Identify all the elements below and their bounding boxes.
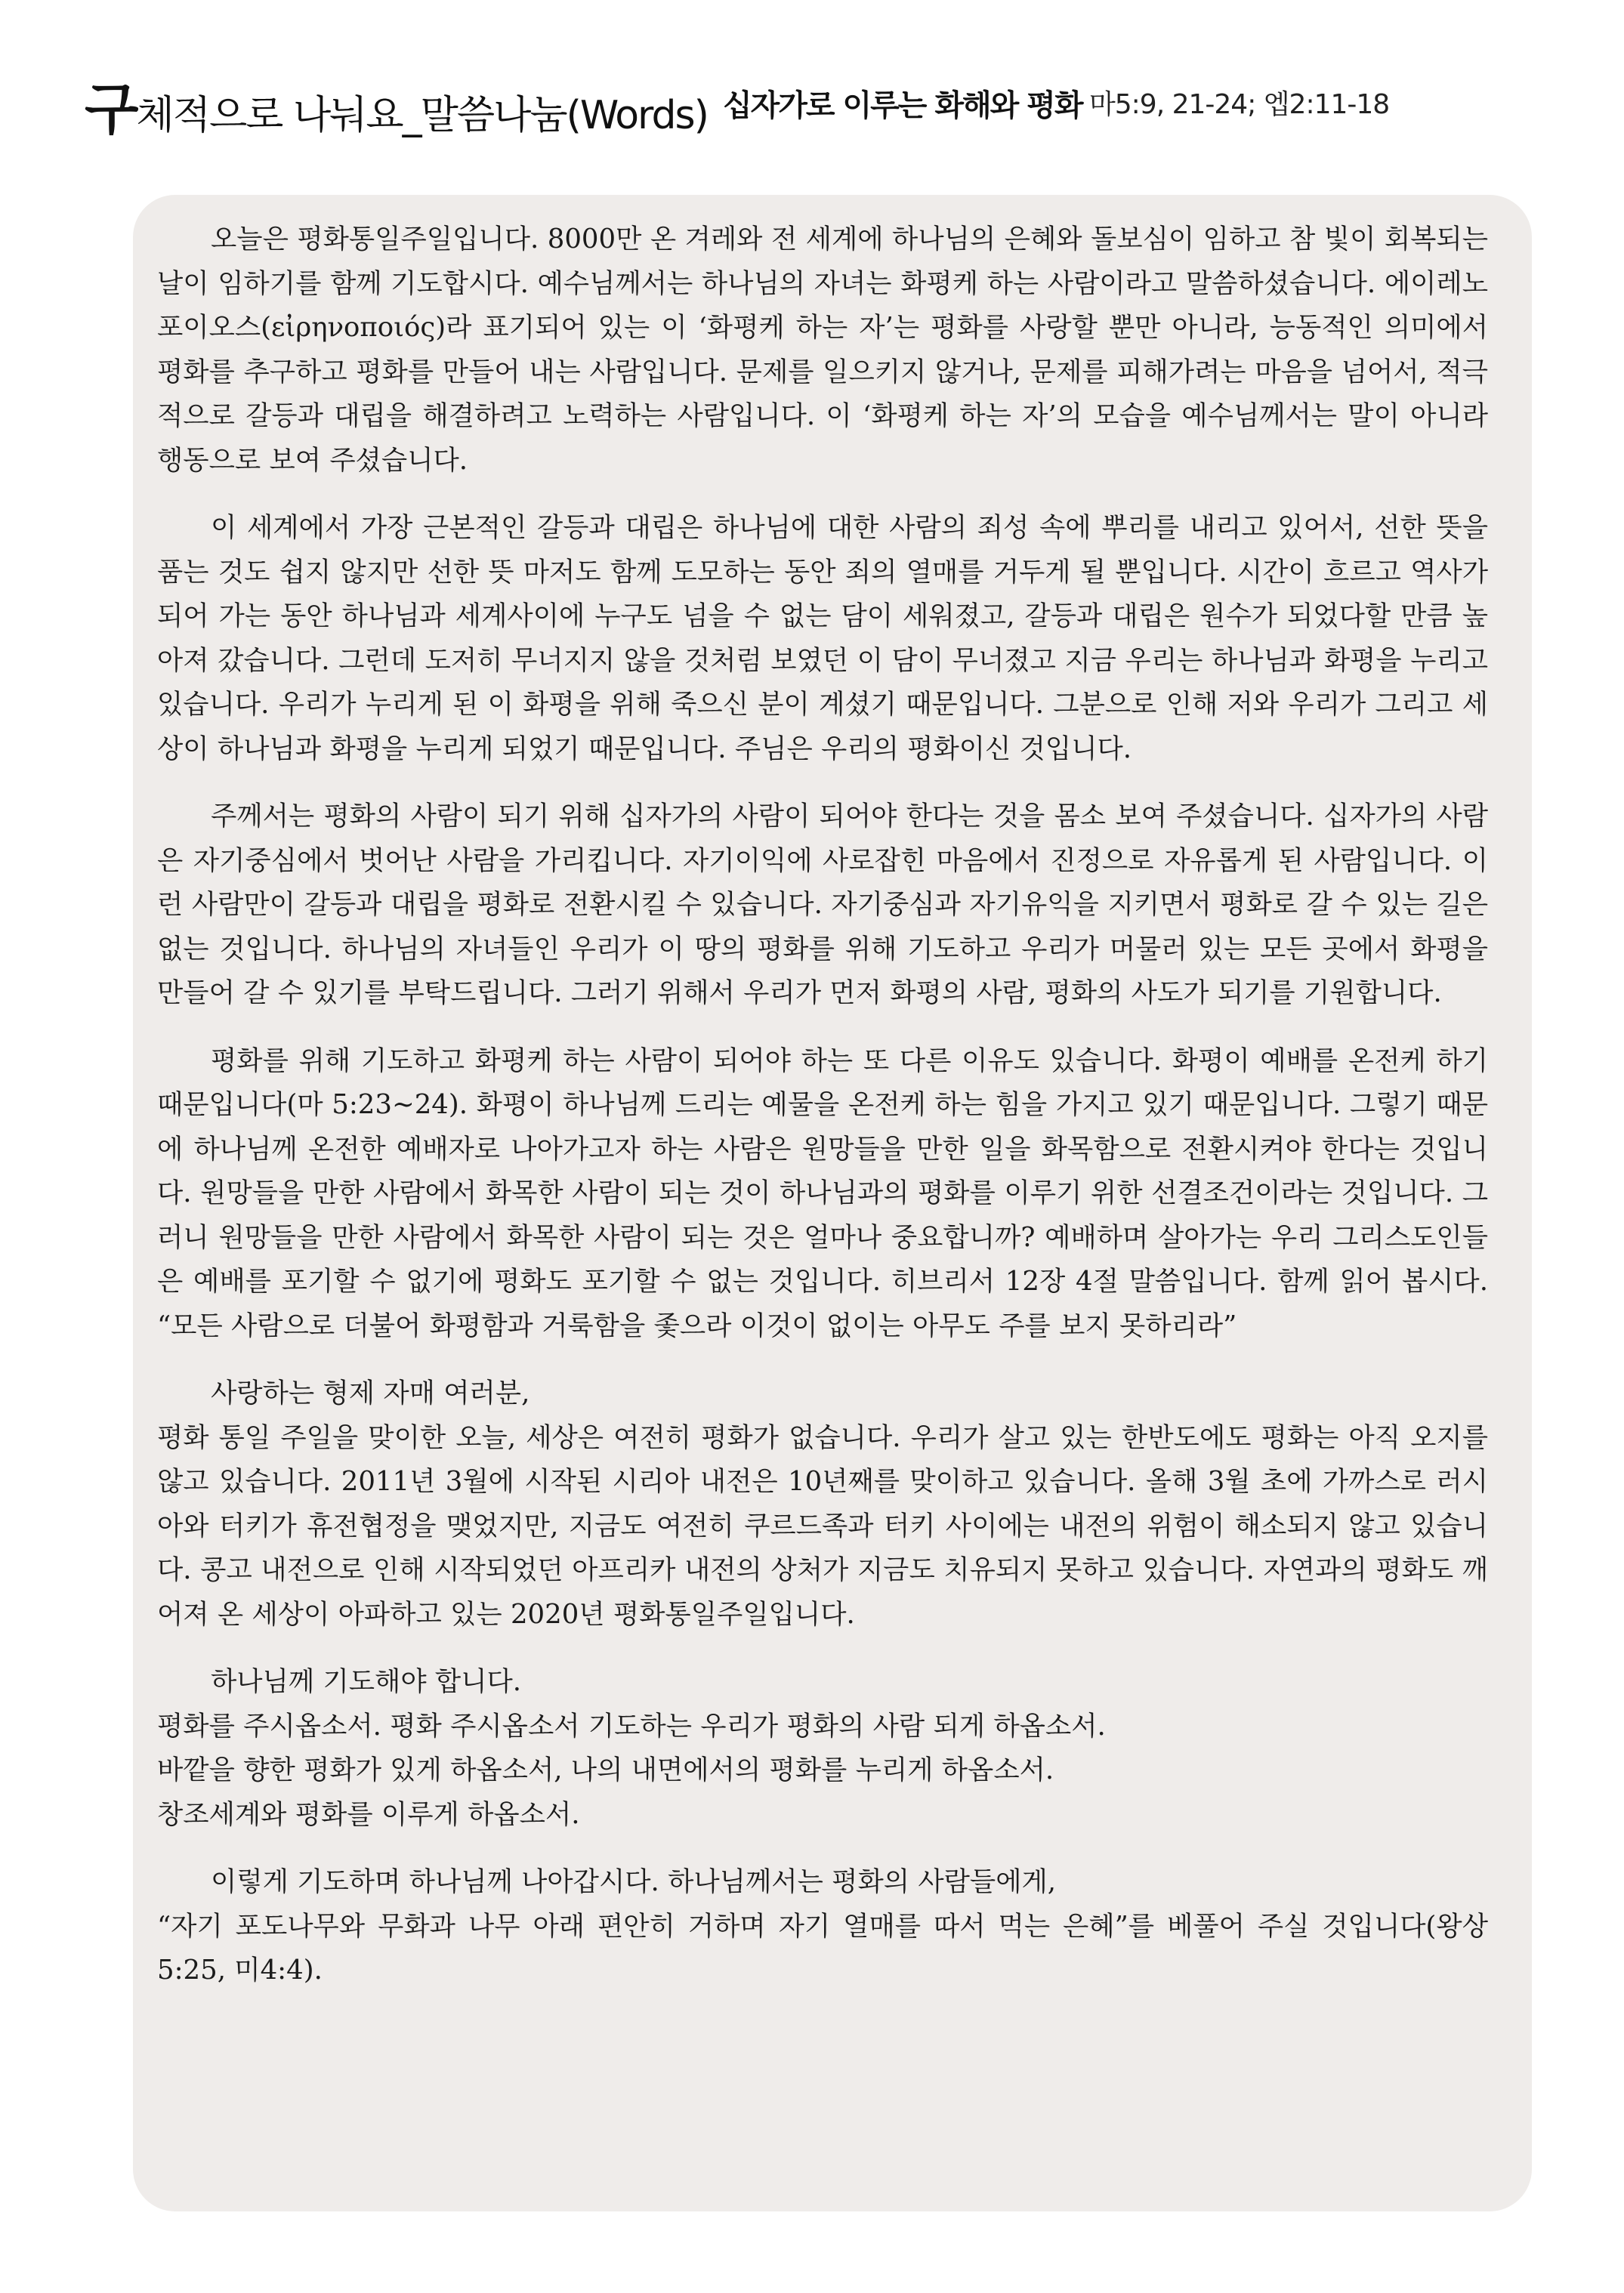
- paragraph: [157, 1860, 1488, 1993]
- paragraph-line: 평화를 주시옵소서. 평화 주시옵소서 기도하는 우리가 평화의 사람 되게 하옵소서.: [157, 1710, 1106, 1742]
- sermon-title: 십자가로 이루는 화해와 평화: [723, 88, 1082, 123]
- page-title: [85, 65, 708, 145]
- paragraph: [157, 1039, 1488, 1349]
- paragraph-line: 바깥을 향한 평화가 있게 하옵소서, 나의 내면에서의 평화를 누리게 하옵소서.: [157, 1754, 1054, 1785]
- page-header: [85, 54, 1520, 142]
- paragraph: [157, 1372, 1488, 1637]
- page-title-text: 체적으로 나눠요_말씀나눔(Words): [136, 93, 708, 138]
- paragraph-line: 평화를 위해 기도하고 화평케 하는 사람이 되어야 하는 또 다른 이유도 있습니다. 화평이 예배를 온전케 하기 때문입니다(마 5:23~24). 화평이 하나님께 드리는 예물을 온전케 하는 힘을 가지고 있기 때문입니다. 그렇기 때문에 하나님께 온전한 예배자로 나아가고자 하는 사람은 원망들을 만한 일을 화목함으로 전환시켜야 한다는 것입니다. 원망들을 만한 사람에서 화목한 사람이 되는 것이 하나님과의 평화를 이루기 위한 선결조건이라는 것입니다. 그러니 원망들을 만한 사람에서 화목한 사람이 되는 것은 얼마나 중요합니까? 예배하며 살아가는 우리 그리스도인들은 예배를 포기할 수 없기에 평화도 포기할 수 없는 것입니다. 히브리서 12장 4절 말씀입니다. 함께 읽어 봅시다. “모든 사람으로 더불어 화평함과 거룩함을 좇으라 이것이 없이는 아무도 주를 보지 못하리라”: [157, 1045, 1488, 1341]
- paragraph-line: 하나님께 기도해야 합니다.: [211, 1666, 522, 1697]
- paragraph-line: 사랑하는 형제 자매 여러분,: [211, 1378, 530, 1409]
- paragraph: [157, 1660, 1488, 1837]
- paragraph-line: 주께서는 평화의 사람이 되기 위해 십자가의 사람이 되어야 한다는 것을 몸소 보여 주셨습니다. 십자가의 사람은 자기중심에서 벗어난 사람을 가리킵니다. 자기이익에 사로잡힌 마음에서 진정으로 자유롭게 된 사람입니다. 이런 사람만이 갈등과 대립을 평화로 전환시킬 수 있습니다. 자기중심과 자기유익을 지키면서 평화로 갈 수 있는 길은 없는 것입니다. 하나님의 자녀들인 우리가 이 땅의 평화를 위해 기도하고 우리가 머물러 있는 모든 곳에서 화평을 만들어 갈 수 있기를 부탁드립니다. 그러기 위해서 우리가 먼저 화평의 사람, 평화의 사도가 되기를 기원합니다.: [157, 801, 1488, 1008]
- paragraph-line: 창조세계와 평화를 이루게 하옵소서.: [157, 1798, 580, 1830]
- sermon-body: [133, 195, 1532, 2211]
- paragraph-line: 이렇게 기도하며 하나님께 나아갑시다. 하나님께서는 평화의 사람들에게,: [211, 1866, 1057, 1897]
- paragraph-line: 오늘은 평화통일주일입니다. 8000만 온 겨레와 전 세계에 하나님의 은혜와 돌보심이 임하고 참 빛이 회복되는 날이 임하기를 함께 기도합시다. 예수님께서는 하나님의 자녀는 화평케 하는 사람이라고 말씀하셨습니다. 에이레노포이오스(εἰρηνοποιός)라 표기되어 있는 이 ‘화평케 하는 자’는 평화를 사랑할 뿐만 아니라, 능동적인 의미에서 평화를 추구하고 평화를 만들어 내는 사람입니다. 문제를 일으키지 않거나, 문제를 피해가려는 마음을 넘어서, 적극적으로 갈등과 대립을 해결하려고 노력하는 사람입니다. 이 ‘화평케 하는 자’의 모습을 예수님께서는 말이 아니라 행동으로 보여 주셨습니다.: [157, 224, 1488, 476]
- paragraph: [157, 795, 1488, 1016]
- paragraph: [157, 506, 1488, 771]
- paragraph-line: “자기 포도나무와 무화과 나무 아래 편안히 거하며 자기 열매를 따서 먹는 은혜”를 베풀어 주실 것입니다(왕상5:25, 미4:4).: [157, 1910, 1488, 1986]
- paragraph-line: 이 세계에서 가장 근본적인 갈등과 대립은 하나님에 대한 사람의 죄성 속에 뿌리를 내리고 있어서, 선한 뜻을 품는 것도 쉽지 않지만 선한 뜻 마저도 함께 도모하는 동안 죄의 열매를 거두게 될 뿐입니다. 시간이 흐르고 역사가 되어 가는 동안 하나님과 세계사이에 누구도 넘을 수 없는 담이 세워졌고, 갈등과 대립은 원수가 되었다할 만큼 높아져 갔습니다. 그런데 도저히 무너지지 않을 것처럼 보였던 이 담이 무너졌고 지금 우리는 하나님과 화평을 누리고 있습니다. 우리가 누리게 된 이 화평을 위해 죽으신 분이 계셨기 때문입니다. 그분으로 인해 저와 우리가 그리고 세상이 하나님과 화평을 누리게 되었기 때문입니다. 주님은 우리의 평화이신 것입니다.: [157, 512, 1488, 764]
- paragraph: [157, 218, 1488, 483]
- scripture-reference: 마5:9, 21-24; 엡2:11-18: [1089, 89, 1390, 120]
- paragraph-line: 평화 통일 주일을 맞이한 오늘, 세상은 여전히 평화가 없습니다. 우리가 살고 있는 한반도에도 평화는 아직 오지를 않고 있습니다. 2011년 3월에 시작된 시리아 내전은 10년째를 맞이하고 있습니다. 올해 3월 초에 가까스로 러시아와 터키가 휴전협정을 맺었지만, 지금도 여전히 쿠르드족과 터키 사이에는 내전의 위험이 해소되지 않고 있습니다. 콩고 내전으로 인해 시작되었던 아프리카 내전의 상처가 지금도 치유되지 못하고 있습니다. 자연과의 평화도 깨어져 온 세상이 아파하고 있는 2020년 평화통일주일입니다.: [157, 1421, 1488, 1630]
- page-title-initial: 구: [85, 77, 137, 142]
